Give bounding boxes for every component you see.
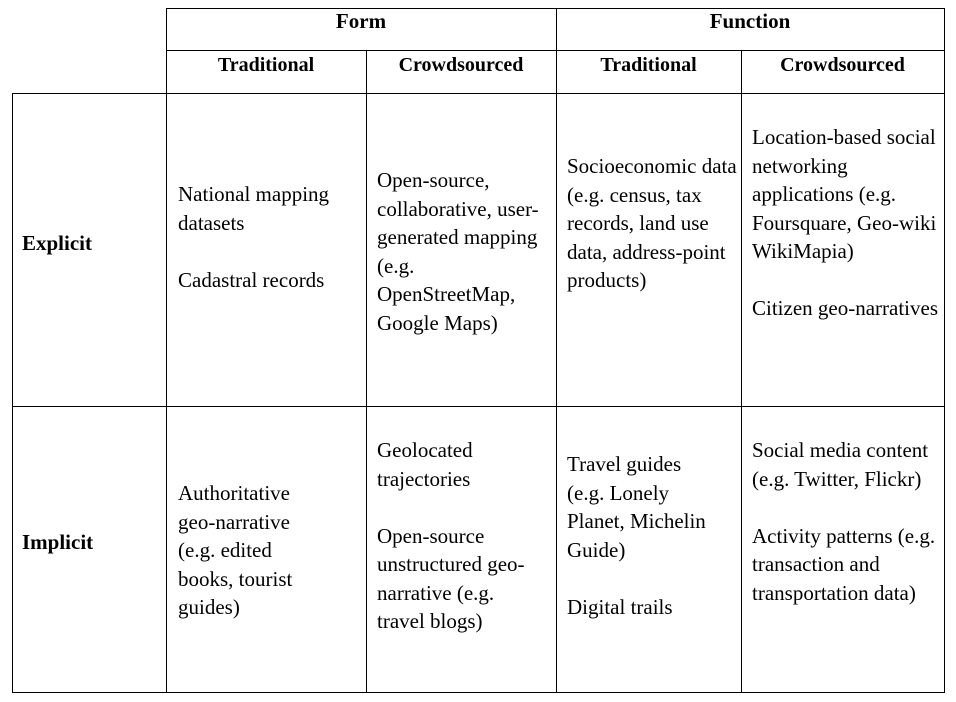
grid-line: [166, 50, 944, 51]
header-form-crowdsourced: Crowdsourced: [398, 54, 524, 76]
grid-line: [741, 50, 742, 693]
grid-line: [12, 93, 13, 693]
header-form: Form: [335, 9, 387, 33]
cell-text: Citizen geo-narratives: [752, 296, 939, 320]
cell-implicit-function-crowdsourced: [752, 436, 940, 607]
grid-line: [12, 406, 944, 407]
cell-text: Open-source, collaborative, user-generated mapping (e.g. OpenStreetMap, Google Maps): [377, 168, 539, 335]
cell-text: Activity patterns (e.g. transaction and transportation data): [752, 523, 936, 605]
cell-text: Travel guides (e.g. Lonely Planet, Michelin Guide): [567, 452, 706, 562]
cell-implicit-form-traditional: [178, 479, 328, 622]
cell-explicit-function-crowdsourced: [752, 123, 940, 323]
cell-text: Socioeconomic data (e.g. census, tax records, land use data, address-point products): [567, 154, 737, 292]
cell-text: National mapping datasets: [178, 182, 330, 235]
grid-line: [944, 8, 945, 693]
grid-line: [166, 8, 167, 693]
cell-text: Location-based social networking applications (e.g. Foursquare, Geo-wiki WikiMapia): [752, 125, 937, 263]
header-function-traditional: Traditional: [600, 54, 697, 76]
header-function-crowdsourced: Crowdsourced: [780, 54, 905, 76]
row-label-explicit: Explicit: [22, 231, 93, 255]
cell-text: Cadastral records: [178, 267, 325, 292]
header-form-traditional: Traditional: [217, 54, 315, 76]
cell-text: Digital trails: [567, 594, 673, 619]
cell-implicit-function-traditional: [567, 450, 717, 621]
row-label-implicit: Implicit: [22, 530, 94, 554]
cell-explicit-form-traditional: [178, 180, 362, 294]
grid-line: [12, 692, 944, 693]
cell-explicit-form-crowdsourced: [377, 166, 553, 337]
grid-line: [556, 8, 557, 693]
cell-explicit-function-traditional: [567, 152, 737, 295]
cell-text: Authoritative geo-narrative (e.g. edited books, tourist guides): [178, 481, 293, 619]
cell-text: Open-source unstructured geo-narrative (e.g. travel blogs): [377, 523, 525, 633]
cell-text: Geolocated trajectories: [377, 438, 473, 491]
grid-line: [366, 50, 367, 693]
cell-text: Social media content (e.g. Twitter, Flickr): [752, 438, 929, 491]
header-function: Function: [709, 9, 791, 33]
cell-implicit-form-crowdsourced: [377, 436, 527, 636]
grid-line: [12, 93, 944, 94]
